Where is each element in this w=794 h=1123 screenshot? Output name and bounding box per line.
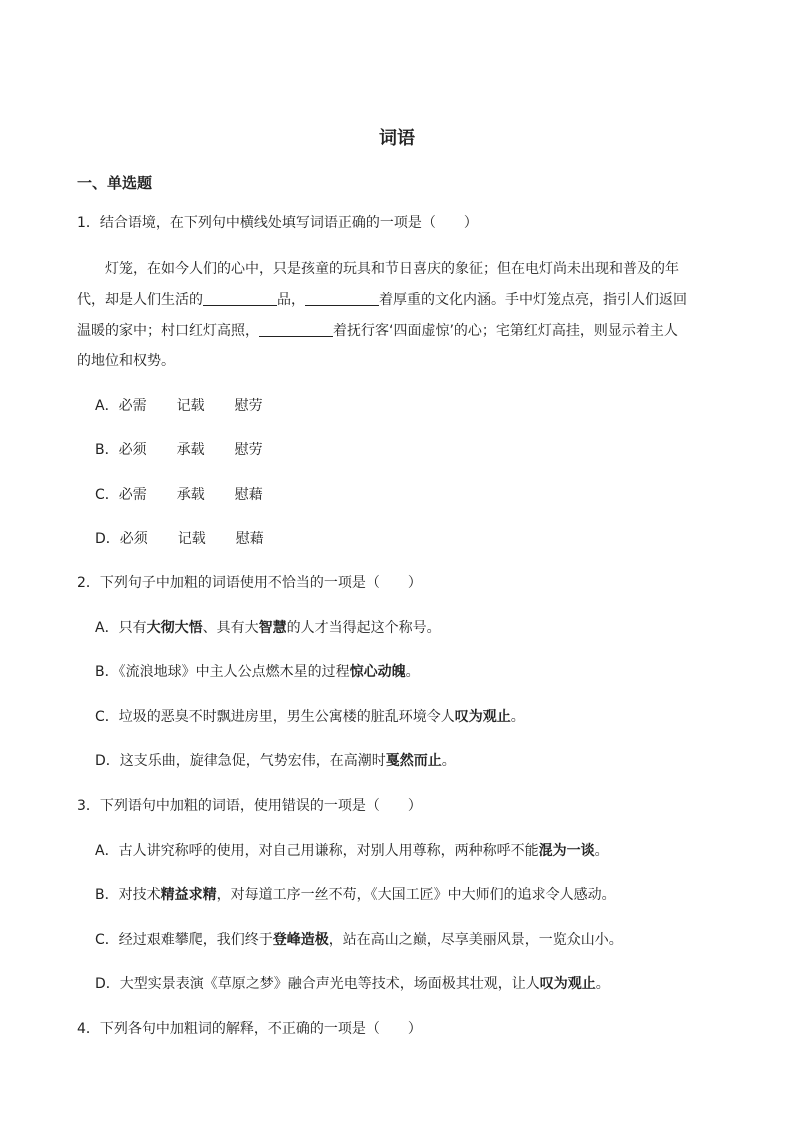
option-text: A．只有 — [95, 620, 147, 636]
fill-blank-2 — [305, 291, 379, 306]
option-text: ，对每道工序一丝不苟，《大国工匠》中大师们的追求令人感动。 — [216, 887, 616, 903]
question-3-option-a — [95, 840, 609, 860]
passage-text: 品， — [277, 292, 305, 308]
bold-term: 惊心动魄 — [349, 664, 406, 680]
option-text: 。 — [594, 843, 609, 859]
passage-text: 温暖的家中；村口红灯高照， — [77, 323, 259, 339]
option-text: D．大型实景表演《草原之梦》融合声光电等技术，场面极其壮观，让人 — [95, 976, 540, 992]
question-1-passage-line-4: 的地位和权势。 — [77, 353, 175, 369]
option-text: 。 — [405, 664, 420, 680]
option-word: 必需 — [118, 398, 147, 414]
option-text: B．对技术 — [95, 887, 161, 903]
question-1-option-a — [95, 395, 263, 415]
bold-term: 精益求精 — [160, 887, 217, 903]
question-3-stem: 3．下列语句中加粗的词语，使用错误的一项是（ ） — [77, 798, 422, 814]
question-2-option-c — [95, 706, 525, 726]
passage-text: 着厚重的文化内涵。手中灯笼点亮，指引人们返回 — [379, 292, 687, 308]
option-text: 。 — [510, 709, 525, 725]
option-word: 慰藉 — [235, 531, 264, 547]
question-3-option-c — [95, 929, 623, 949]
fill-blank-3 — [259, 322, 333, 337]
option-letter: C． — [95, 487, 119, 503]
option-text: C．垃圾的恶臭不时飘进房里，男生公寓楼的脏乱环境令人 — [95, 709, 455, 725]
bold-term: 智慧 — [258, 620, 287, 636]
question-4-stem: 4．下列各句中加粗词的解释，不正确的一项是（ ） — [77, 1021, 422, 1037]
question-2-option-a — [95, 617, 441, 637]
passage-text: 代，却是人们生活的 — [77, 292, 203, 308]
option-text: 的人才当得起这个称号。 — [286, 620, 441, 636]
option-text: A．古人讲究称呼的使用，对自己用谦称，对别人用尊称，两种称呼不能 — [95, 843, 539, 859]
option-word: 记载 — [177, 531, 206, 547]
option-word: 慰藉 — [234, 487, 263, 503]
option-word: 必须 — [119, 531, 148, 547]
passage-text: 着抚行客‘四面虚惊’的心；宅第红灯高挂，则显示着主人 — [333, 323, 678, 339]
option-word: 记载 — [176, 398, 205, 414]
option-text: C．经过艰难攀爬，我们终于 — [95, 932, 273, 948]
option-text: 。 — [441, 753, 456, 769]
bold-term: 登峰造极 — [272, 932, 329, 948]
option-text: B．《流浪地球》中主人公点燃木星的过程 — [95, 664, 350, 680]
bold-term: 大彻大悟 — [146, 620, 203, 636]
bold-term: 混为一谈 — [538, 843, 595, 859]
option-word: 必须 — [118, 442, 147, 458]
question-1-passage-line-2 — [77, 289, 687, 309]
section-heading: 一、单选题 — [77, 174, 153, 192]
option-text: D．这支乐曲，旋律急促，气势宏伟，在高潮时 — [95, 753, 386, 769]
question-2-option-b — [95, 661, 420, 681]
option-word: 承载 — [176, 442, 205, 458]
question-3-option-d — [95, 973, 610, 993]
option-text: 、具有大 — [202, 620, 259, 636]
question-2-option-d — [95, 750, 456, 770]
fill-blank-1 — [203, 291, 277, 306]
page-title: 词语 — [379, 128, 415, 149]
option-word: 必需 — [118, 487, 147, 503]
bold-term: 戛然而止 — [385, 753, 442, 769]
option-letter: A． — [95, 398, 119, 414]
bold-term: 叹为观止 — [454, 709, 511, 725]
bold-term: 叹为观止 — [539, 976, 596, 992]
question-1-stem: 1．结合语境，在下列句中横线处填写词语正确的一项是（ ） — [77, 215, 478, 231]
option-word: 承载 — [176, 487, 205, 503]
question-1-option-d — [95, 528, 264, 548]
option-word: 慰劳 — [234, 442, 263, 458]
option-text: ，站在高山之巅，尽享美丽风景，一览众山小。 — [328, 932, 623, 948]
option-letter: D． — [95, 531, 120, 547]
question-2-stem: 2．下列句子中加粗的词语使用不恰当的一项是（ ） — [77, 575, 422, 591]
option-text: 。 — [595, 976, 610, 992]
question-1-option-c — [95, 484, 263, 504]
question-1-passage-line-3 — [77, 320, 678, 340]
option-word: 慰劳 — [234, 398, 263, 414]
option-letter: B． — [95, 442, 119, 458]
question-1-passage-line-1: 灯笼，在如今人们的心中，只是孩童的玩具和节日喜庆的象征；但在电灯尚未出现和普及的年 — [105, 261, 679, 277]
question-3-option-b — [95, 884, 616, 904]
question-1-option-b — [95, 439, 263, 459]
